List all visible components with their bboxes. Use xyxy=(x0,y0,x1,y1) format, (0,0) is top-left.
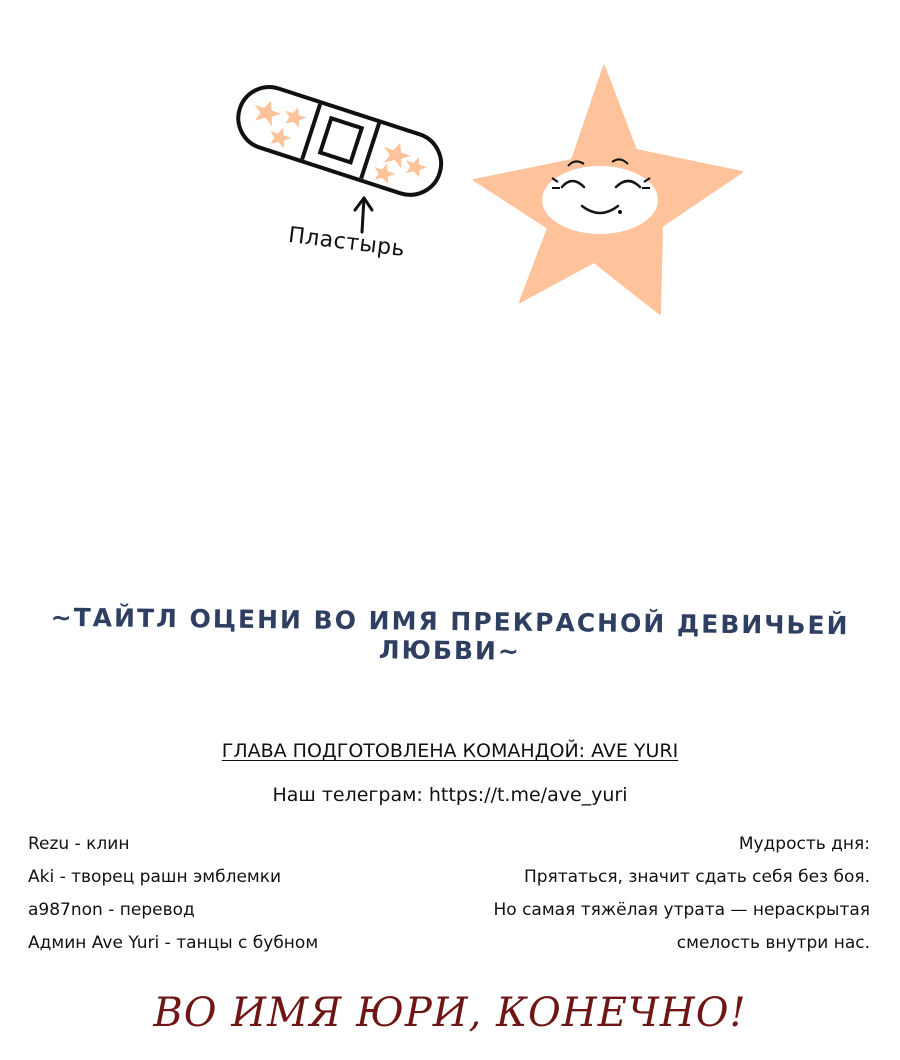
smiling-star-icon xyxy=(474,66,742,314)
credits-list xyxy=(28,828,318,960)
team-credit-heading xyxy=(0,740,900,762)
credit-row: Rezu - клин xyxy=(28,834,130,854)
credit-row: Aki - творец рашн эмблемки xyxy=(28,867,282,887)
band-aid-icon xyxy=(230,79,449,203)
plaster-label: Пластырь xyxy=(286,222,407,263)
wisdom-line: смелость внутри нас. xyxy=(676,933,870,953)
rate-title-call: ~ТАЙТЛ ОЦЕНИ ВО ИМЯ ПРЕКРАСНОЙ ДЕВИЧЬЕЙ ЛЮБВИ~ xyxy=(50,602,850,666)
telegram-link[interactable]: Наш телеграм: https://t.me/ave_yuri xyxy=(272,784,628,806)
doodle-illustration xyxy=(0,0,900,400)
slogan: ВО ИМЯ ЮРИ, КОНЕЧНО! xyxy=(153,990,747,1036)
wisdom-of-the-day xyxy=(494,828,871,960)
credit-row: Админ Ave Yuri - танцы с бубном xyxy=(28,933,319,953)
credit-row: a987non - перевод xyxy=(28,900,195,920)
team-credit-text: ГЛАВА ПОДГОТОВЛЕНА КОМАНДОЙ: AVE YURI xyxy=(221,740,679,762)
wisdom-line: Но самая тяжёлая утрата — нераскрытая xyxy=(493,900,870,920)
arrow-up-icon xyxy=(355,198,372,232)
wisdom-heading: Мудрость дня: xyxy=(738,834,870,854)
wisdom-line: Прятаться, значит сдать себя без боя. xyxy=(523,867,870,887)
